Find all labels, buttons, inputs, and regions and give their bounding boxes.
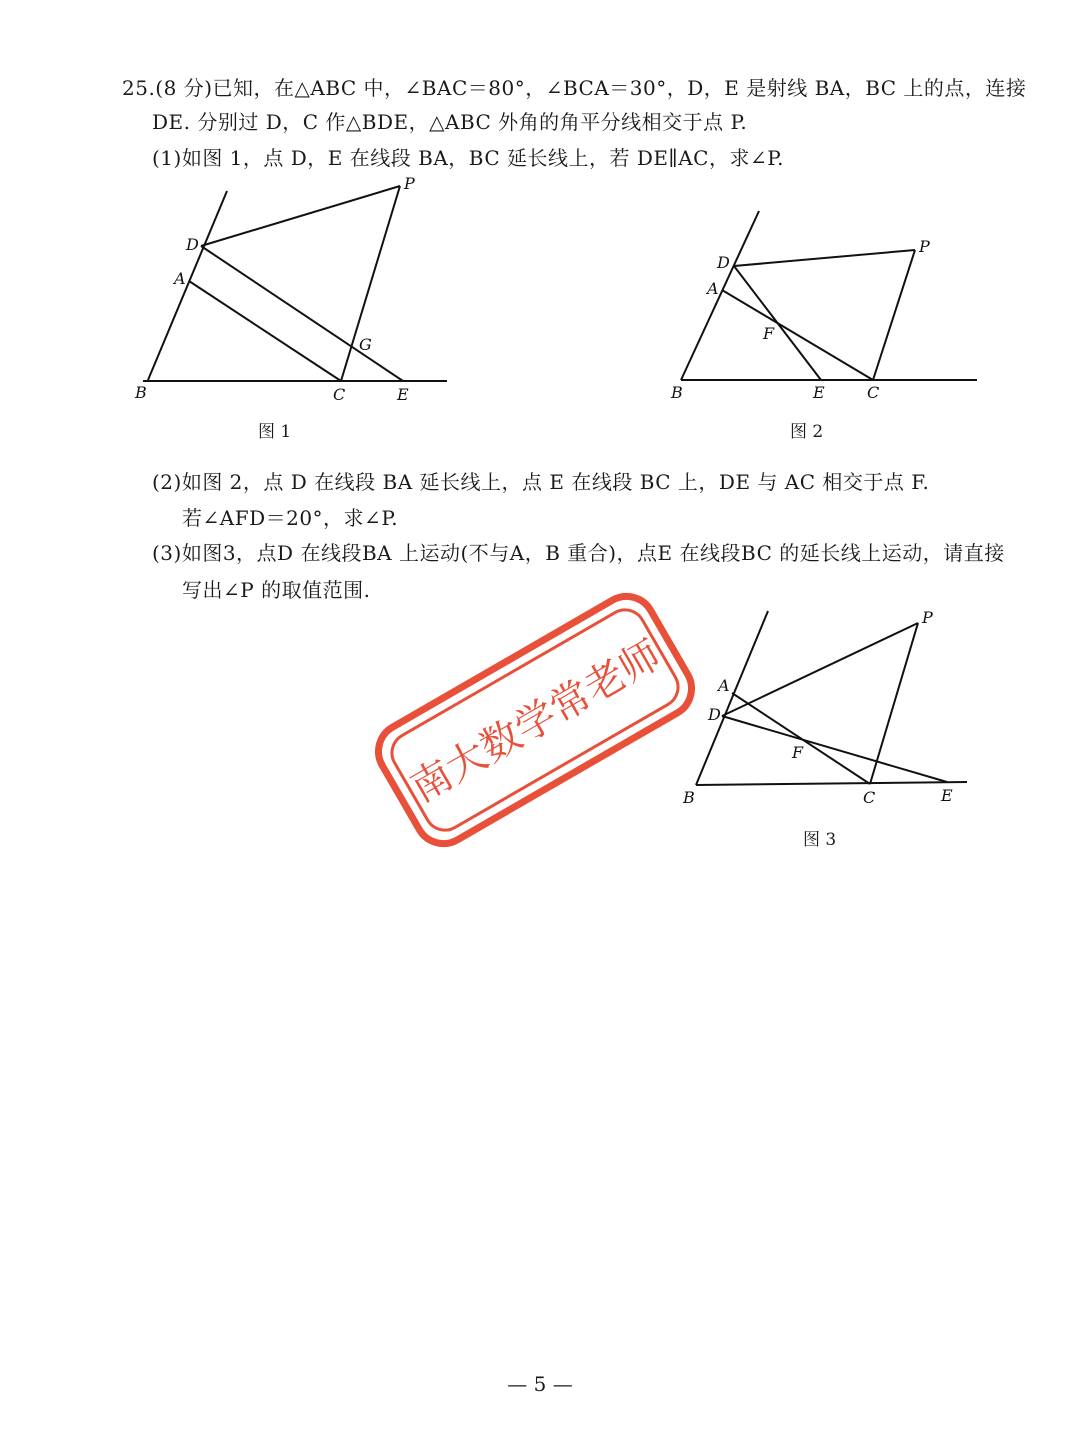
- fig1-label-E: E: [397, 385, 409, 404]
- fig3-label-E: E: [941, 786, 953, 805]
- fig3-label-F: F: [792, 743, 804, 762]
- problem-part-3-line-1: (3)如图3，点D 在线段BA 上运动(不与A，B 重合)，点E 在线段BC 的延长线上运动，请直接: [152, 541, 1005, 565]
- fig3-label-C: C: [863, 788, 876, 807]
- fig1-line-DP: [201, 186, 400, 246]
- problem-part-3-line-2: 写出∠P 的取值范围.: [182, 578, 371, 602]
- problem-part-2-line-2: 若∠AFD＝20°，求∠P.: [182, 506, 399, 530]
- fig2-line-AC: [722, 290, 873, 380]
- fig2-label-P: P: [919, 237, 930, 256]
- fig3-line-ray-BA: [696, 611, 768, 785]
- watermark-text: 南大数学常老师: [403, 631, 669, 812]
- problem-line-1: 25.(8 分)已知，在△ABC 中，∠BAC＝80°，∠BCA＝30°，D，E 是射线 BA，BC 上的点，连接: [122, 76, 1027, 100]
- figure-2: [665, 205, 985, 405]
- fig2-label-F: F: [763, 324, 775, 343]
- fig1-label-A: A: [174, 269, 186, 288]
- fig1-line-DE: [201, 246, 403, 381]
- fig3-line-PC: [870, 623, 918, 784]
- problem-part-1: (1)如图 1，点 D，E 在线段 BA，BC 延长线上，若 DE∥AC，求∠P.: [152, 146, 784, 170]
- fig1-label-G: G: [359, 335, 372, 354]
- fig3-line-ray-BC: [696, 782, 967, 785]
- fig1-label-D: D: [186, 235, 199, 254]
- fig2-label-E: E: [813, 383, 825, 402]
- fig1-line-ray-BA: [148, 191, 227, 380]
- problem-line-2: DE. 分别过 D，C 作△BDE，△ABC 外角的角平分线相交于点 P.: [152, 110, 748, 134]
- figure-1-caption: 图 1: [258, 422, 292, 442]
- fig1-label-B: B: [135, 383, 147, 402]
- fig3-line-DE: [722, 716, 947, 782]
- fig2-label-A: A: [707, 279, 719, 298]
- fig3-label-D: D: [708, 705, 721, 724]
- fig2-line-PC: [873, 250, 915, 380]
- figure-2-caption: 图 2: [790, 422, 824, 442]
- fig2-label-B: B: [671, 383, 683, 402]
- fig1-line-AC: [189, 281, 341, 381]
- fig3-line-AC: [732, 693, 870, 784]
- fig3-label-B: B: [683, 788, 695, 807]
- fig2-label-D: D: [717, 253, 730, 272]
- problem-part-2-line-1: (2)如图 2，点 D 在线段 BA 延长线上，点 E 在线段 BC 上，DE 与 AC 相交于点 F.: [152, 470, 930, 494]
- watermark-stamp: [370, 585, 700, 855]
- page-number: — 5 —: [507, 1372, 573, 1396]
- figure-1: [130, 170, 460, 404]
- fig2-line-ray-BA: [681, 211, 759, 380]
- fig1-label-P: P: [404, 174, 415, 193]
- figure-3: [675, 605, 995, 810]
- figure-3-caption: 图 3: [803, 830, 837, 850]
- fig3-label-P: P: [922, 608, 933, 627]
- fig3-label-A: A: [718, 676, 730, 695]
- fig1-label-C: C: [333, 385, 346, 404]
- fig2-label-C: C: [867, 383, 880, 402]
- fig2-line-DP: [734, 250, 915, 266]
- fig3-line-DP: [722, 623, 918, 716]
